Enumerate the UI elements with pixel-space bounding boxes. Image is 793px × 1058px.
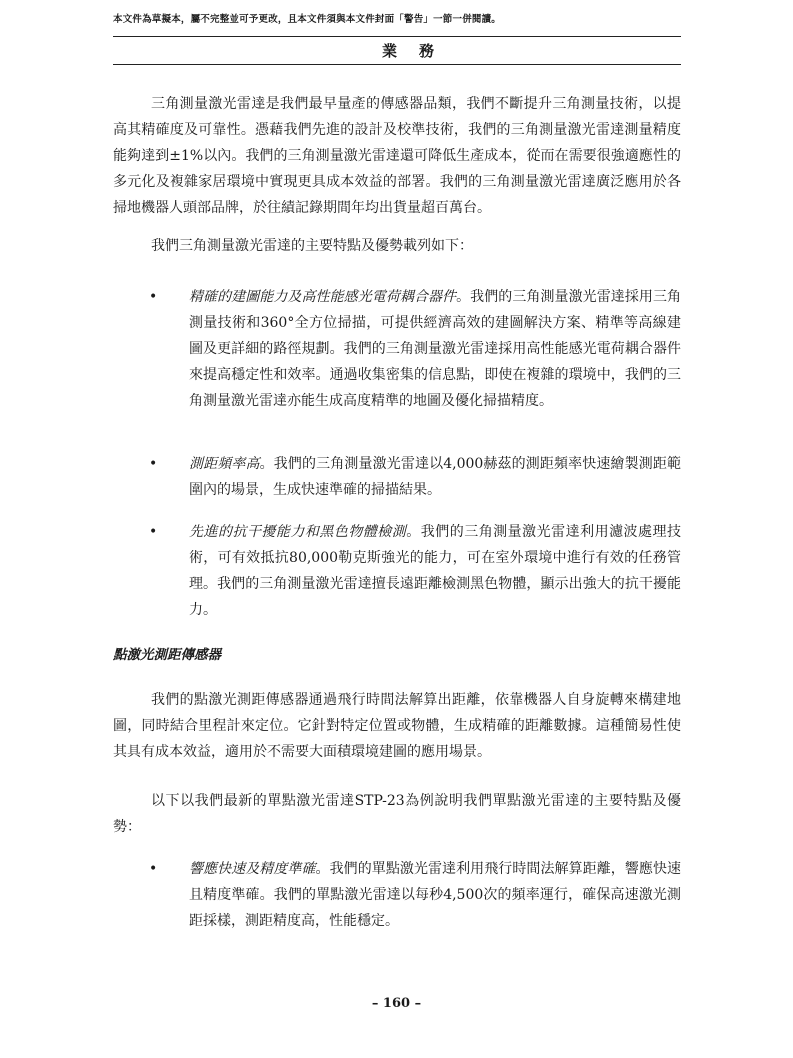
intro-paragraph: 三角測量激光雷達是我們最早量產的傳感器品類，我們不斷提升三角測量技術，以提高其精確度及可靠性。憑藉我們先進的設計及校準技術，我們的三角測量激光雷達測量精度能夠達到±1%以內。我們的三角測量激光雷達還可降低生產成本，從而在需要很強適應性的多元化及複雜家居環境中實現更具成本效益的部署。我們的三角測量激光雷達廣泛應用於各掃地機器人頭部品牌，於往績記錄期間年均出貨量超百萬台。 <box>113 96 681 216</box>
bullet-text <box>189 519 681 623</box>
bullet-marker: • <box>149 524 158 540</box>
bullet-title: 精確的建圖能力及高性能感光電荷耦合器件 <box>189 289 457 305</box>
bullet-marker: • <box>149 861 158 877</box>
page-number: – 160 – <box>371 996 422 1011</box>
point-laser-paragraph: 我們的點激光測距傳感器通過飛行時間法解算出距離，依靠機器人自身旋轉來構建地圖，同時結合里程計來定位。它針對特定位置或物體，生成精確的距離數據。這種簡易性使其具有成本效益，適用於不需要大面積環境建圖的應用場景。 <box>113 692 681 760</box>
features-lead-paragraph: 我們三角測量激光雷達的主要特點及優勢載列如下： <box>151 238 473 254</box>
bullet-marker: • <box>149 456 158 472</box>
bullet-text <box>189 856 681 934</box>
draft-disclaimer: 本文件為草擬本，屬不完整並可予更改，且本文件須與本文件封面「警告」一節一併閱讀。 <box>113 14 502 25</box>
bullet-body: 。我們的三角測量激光雷達利用濾波處理技術，可有效抵抗80,000勒克斯強光的能力，可在室外環境中進行有效的任務管理。我們的三角測量激光雷達擅長遠距離檢測黑色物體，顯示出強大的抗干擾能力。 <box>189 524 682 618</box>
section-title: 業務 <box>381 42 456 60</box>
bullet-body: 。我們的單點激光雷達利用飛行時間法解算距離，響應快速且精度準確。我們的單點激光雷達以每秒4,500次的頻率運行，確保高速激光測距採樣，測距精度高，性能穩定。 <box>189 861 682 929</box>
bullet-title: 響應快速及精度準確 <box>189 861 316 877</box>
header-rule-bottom <box>113 64 681 65</box>
bullet-title: 測距頻率高 <box>189 456 260 472</box>
bullet-body: 。我們的三角測量激光雷達以4,000赫茲的測距頻率快速繪製測距範圍內的場景，生成快速準確的掃描結果。 <box>189 456 682 498</box>
header-rule-top <box>113 36 681 37</box>
bullet-title: 先進的抗干擾能力和黑色物體檢測 <box>189 524 407 540</box>
bullet-marker: • <box>149 289 158 305</box>
stp23-lead-paragraph: 以下以我們最新的單點激光雷達STP-23為例說明我們單點激光雷達的主要特點及優勢： <box>113 793 681 835</box>
bullet-body: 。我們的三角測量激光雷達採用三角測量技術和360°全方位掃描，可提供經濟高效的建圖解決方案、精準等高線建圖及更詳細的路徑規劃。我們的三角測量激光雷達採用高性能感光電荷耦合器件來提高穩定性和效率。通過收集密集的信息點，即使在複雜的環境中，我們的三角測量激光雷達亦能生成高度精準的地圖及優化掃描精度。 <box>189 289 682 409</box>
bullet-text <box>189 284 681 414</box>
bullet-text <box>189 451 681 503</box>
subheading-point-laser-sensor: 點激光測距傳感器 <box>113 647 221 663</box>
